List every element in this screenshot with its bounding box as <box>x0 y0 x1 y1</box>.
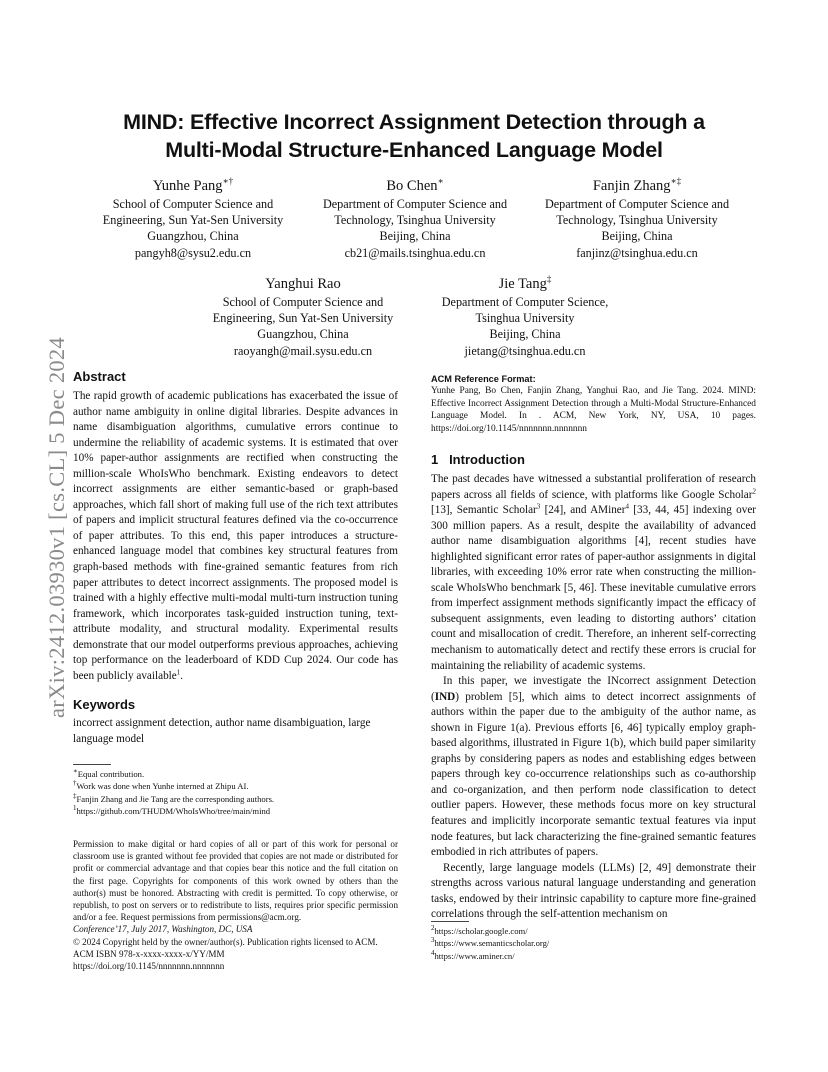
footnote-mark: 2 <box>431 924 435 933</box>
footnote-rule-left <box>73 764 111 765</box>
author-name: Yunhe Pang <box>152 178 223 194</box>
author-marks: ‡ <box>546 274 552 285</box>
acm-reference <box>431 373 756 435</box>
conference-line: Conference’17, July 2017, Washington, DC, USA <box>73 924 253 935</box>
footnote-mark: † <box>73 779 77 788</box>
intro-text: [13], Semantic Scholar <box>431 504 537 517</box>
footnote-mark: ‡ <box>73 791 77 800</box>
intro-text: [24], and AMiner <box>540 504 626 517</box>
introduction-heading: 1 Introduction <box>431 452 525 467</box>
footnote-mark: 4 <box>625 502 630 511</box>
author-affiliation-line: Department of Computer Science and <box>322 197 508 211</box>
copyright-line: © 2024 Copyright held by the owner/author(s). Publication rights licensed to ACM. <box>73 936 378 947</box>
author-affiliation-line: Tsinghua University <box>475 311 575 326</box>
intro-text: [33, 44, 45] indexing over 300 million papers. As a result, despite the availability of advanced author name disambiguation algorithms [4], recent studies have highlighted significant error rates of paper-author assignments in digital libraries, with exceeding 10% error rate when constructing the million-scale WhoIsWho benchmark [5, 46]. These inevitable cumulative errors from imperfect assignment methods significantly impact the efficacy of subsequent assignments, even leading to distorting authors’ citation count and misallocation of credit. Therefore, an inherent self-correcting mechanism to automatically detect and rectify these errors is crucial for maintaining the reliability of academic systems. <box>431 504 757 672</box>
permission-text: Permission to make digital or hard copies of all or part of this work for personal or classroom use is granted without fee provided that copies are not made or distributed for profit or commercial advantage and that copies bear this notice and the full citation on the first page. Copyrights for components of this work owned by others than the author(s) must be honored. Abstracting with credit is permitted. To copy otherwise, or republish, to post on servers or to redistribute to lists, requires prior specific permission and/or a fee. Request permissions from permissions@acm.org. <box>73 839 398 923</box>
footnote-text: https://www.semanticscholar.org/ <box>434 938 550 949</box>
keywords-text: incorrect assignment detection, author name disambiguation, large language model <box>73 717 371 745</box>
paper-title-line-1: MIND: Effective Incorrect Assignment Detection through a <box>123 110 705 134</box>
author-email: pangyh8@sysu2.edu.cn <box>134 245 252 260</box>
permission-block <box>73 838 398 972</box>
right-column <box>431 451 756 923</box>
intro-text: In this paper, we investigate the INcorrect assignment Detection ( <box>431 675 756 703</box>
footnote-mark: 1 <box>73 804 77 813</box>
footnote-text: https://www.aminer.cn/ <box>434 950 515 961</box>
author-block-bo-chen <box>302 177 528 261</box>
acm-reference-heading: ACM Reference Format: <box>431 374 536 384</box>
footnote-text: https://scholar.google.com/ <box>434 926 528 936</box>
footnote-mark: 2 <box>752 486 756 495</box>
footnote-text: https://github.com/THUDM/WhoIsWho/tree/main/mind <box>76 805 271 816</box>
author-location: Guangzhou, China <box>147 229 239 244</box>
footnote-item <box>431 937 756 949</box>
acm-reference-text: Yunhe Pang, Bo Chen, Fanjin Zhang, Yanghui Rao, and Jie Tang. 2024. MIND: Effective Incorrect Assignment Detection through a Multi-Modal Structure-Enhanced Language Model. In . ACM, New York, NY, USA, 10 pages. https://doi.org/10.1145/nnnnnnn.nnnnnnn <box>431 386 756 434</box>
footnote-text: Fanjin Zhang and Jie Tang are the corresponding authors. <box>76 793 275 804</box>
isbn-line: ACM ISBN 978-x-xxxx-xxxx-x/YY/MM <box>73 948 225 959</box>
footnote-rule-right <box>431 921 469 922</box>
footnote-item <box>431 925 756 937</box>
intro-paragraph-3: Recently, large language models (LLMs) [2, 49] demonstrate their strengths across various natural language understanding and generation tasks, endowed by their intrinsic capability to capture more fine-grained correlations through the self-attention mechanism on <box>431 861 756 921</box>
doi-line: https://doi.org/10.1145/nnnnnnn.nnnnnnn <box>73 961 225 972</box>
author-affiliation-line: Technology, Tsinghua University <box>556 213 718 228</box>
author-affiliation-line: Department of Computer Science and <box>544 197 730 211</box>
footnote-text: Work was done when Yunhe interned at Zhipu AI. <box>76 781 249 792</box>
author-marks: ∗ <box>437 176 444 187</box>
left-column <box>73 368 398 747</box>
author-name: Fanjin Zhang <box>592 178 671 194</box>
author-affiliation-line: Engineering, Sun Yat-Sen University <box>102 213 284 228</box>
author-email: raoyangh@mail.sysu.edu.cn <box>233 343 373 358</box>
author-location: Beijing, China <box>379 229 451 244</box>
intro-text: ) problem [5], which aims to detect incorrect assignments of authors within the paper due to the ambiguity of the author name, as shown in Figure 1(a). Previous efforts [6, 46] typically employ graph-based algorithms, illustrated in Figure 1(b), which build paper similarity graphs by considering papers as nodes and establishing edges between papers through key co-occurrence relationships such as co-authorship and co-organization, and then perform node classification to detect outlier papers. However, these methods focus more on key structural features and implicitly incorporate semantic textual features via input node features, but lack characterizing the fine-grained semantic features embodied in rich attributes of papers. <box>431 690 756 859</box>
footnotes-left <box>73 768 398 817</box>
author-marks: ∗‡ <box>670 176 682 187</box>
ind-term: IND <box>434 690 456 703</box>
author-affiliation-line: School of Computer Science and <box>112 197 274 211</box>
author-name: Bo Chen <box>386 178 438 194</box>
footnote-mark: ∗ <box>73 767 78 776</box>
author-block-fanjin-zhang <box>524 177 750 261</box>
author-block-jie-tang <box>412 275 638 359</box>
author-affiliation-line: Technology, Tsinghua University <box>334 213 496 228</box>
author-location: Beijing, China <box>601 229 673 244</box>
footnote-mark: 3 <box>536 502 541 511</box>
abstract-text: The rapid growth of academic publications has exacerbated the issue of author name ambiguity in online digital libraries. Despite advances in name disambiguation algorithms, cumulative errors continue to undermine the reliability of academic systems. It is estimated that over 10% paper-author assignments are rectified when constructing the million-scale WhoIsWho benchmark. Existing endeavors to detect incorrect assignments are either semantic-based or graph-based approaches, which fall short of making full use of the rich text attributes of papers and implicit structural features defined via the co-occurrence of paper attributes. To this end, this paper introduces a structure-enhanced language model that combines key structural features from graph-based methods with fine-grained semantic features from rich paper attributes to detect incorrect assignments. The proposed model is trained with a highly effective multi-modal multi-turn instruction tuning framework, which incorporates task-guided instruction tuning, text-attribute modality, and structural modality. Experimental results demonstrate that our model outperforms previous approaches, achieving top performance on the leaderboard of KDD Cup 2024. Our code has been publicly available <box>73 390 398 682</box>
author-affiliation-line: School of Computer Science and <box>222 295 384 309</box>
intro-paragraph-2 <box>431 674 756 861</box>
author-email: jietang@tsinghua.edu.cn <box>464 343 586 358</box>
author-location: Beijing, China <box>489 327 561 342</box>
paper-title <box>60 108 768 164</box>
author-email: cb21@mails.tsinghua.edu.cn <box>344 245 486 260</box>
intro-text: The past decades have witnessed a substantial proliferation of research papers across all fields of science, with platforms like Google Scholar <box>431 473 756 501</box>
author-email: fanjinz@tsinghua.edu.cn <box>576 245 698 260</box>
footnote-text: Equal contribution. <box>77 769 145 779</box>
author-name: Jie Tang <box>498 276 547 292</box>
author-marks: ∗† <box>222 176 234 187</box>
footnote-item <box>73 780 398 792</box>
footnote-item <box>73 805 398 817</box>
footnote-item <box>73 793 398 805</box>
keywords-heading: Keywords <box>73 697 136 713</box>
author-affiliation-line: Engineering, Sun Yat-Sen University <box>212 311 394 326</box>
arxiv-stamp-text: arXiv:2412.03930v1 [cs.CL] 5 Dec 2024 <box>44 336 69 718</box>
author-affiliation-line: Department of Computer Science, <box>441 295 609 309</box>
author-location: Guangzhou, China <box>257 327 349 342</box>
footnotes-right <box>431 925 756 962</box>
footnote-mark: 4 <box>431 948 435 957</box>
footnote-item <box>431 950 756 962</box>
arxiv-stamp <box>18 298 69 718</box>
abstract-paragraph: The rapid growth of academic publications has exacerbated the issue of author name ambiguity in online digital libraries. Despite advances in name disambiguation algorithms, cumulative errors continue to undermine the reliability of academic systems. It is estimated that over 10% paper-author assignments are rectified when constructing the million-scale WhoIsWho benchmark. Existing endeavors to detect incorrect assignments are either semantic-based or graph-based approaches, which fall short of making full use of the rich text attributes of papers and implicit structural features defined via the co-occurrence of paper attributes. To this end, this paper introduces a structure-enhanced language model that combines key structural features from graph-based methods with fine-grained semantic features from rich paper attributes to detect incorrect assignments. The proposed model is trained with a highly effective multi-modal multi-turn instruction tuning framework, which incorporates task-guided instruction tuning, text-attribute modality, and structural modality. Experimental results demonstrate that our model outperforms previous approaches, achieving top performance on the leaderboard of KDD Cup 2024. Our code has been publicly available$^1$. <box>73 390 398 682</box>
author-block-yanghui-rao <box>190 275 416 359</box>
footnote-item <box>73 768 398 780</box>
author-name: Yanghui Rao <box>265 276 341 292</box>
intro-paragraph-1 <box>431 472 756 674</box>
abstract-heading: Abstract <box>73 369 126 384</box>
author-block-yunhe-pang <box>80 177 306 261</box>
footnote-mark: 3 <box>431 936 435 945</box>
paper-title-line-2: Multi-Modal Structure-Enhanced Language Model <box>165 138 663 162</box>
footnote-mark: 1 <box>176 668 181 677</box>
